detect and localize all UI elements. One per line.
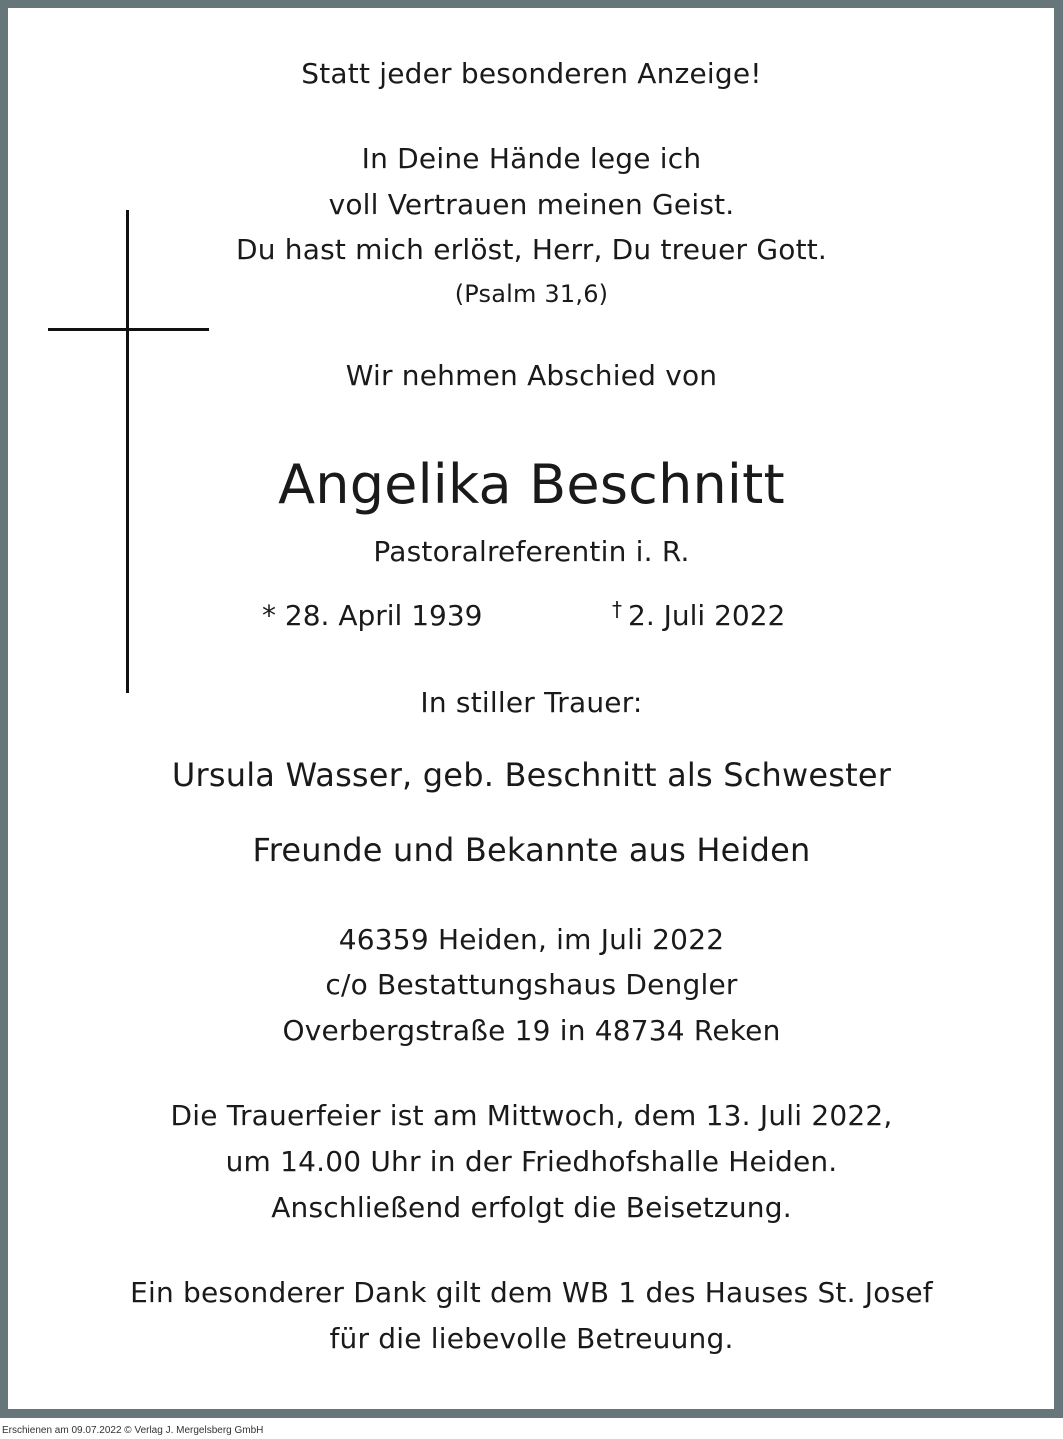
ceremony-line-2: um 14.00 Uhr in der Friedhofshalle Heiden. — [225, 1145, 838, 1178]
intro-line: Statt jeder besonderen Anzeige! — [301, 57, 762, 90]
verse-line-1: In Deine Hände lege ich — [361, 142, 702, 175]
mourner-2: Freunde und Bekannte aus Heiden — [252, 831, 811, 869]
thanks-line-2: für die liebevolle Betreuung. — [329, 1322, 734, 1355]
birth-date: * 28. April 1939 — [262, 599, 483, 632]
ceremony-line-1: Die Trauerfeier ist am Mittwoch, dem 13. Juli 2022, — [170, 1099, 893, 1132]
deceased-name: Angelika Beschnitt — [278, 453, 785, 516]
ceremony-line-3: Anschließend erfolgt die Beisetzung. — [271, 1191, 792, 1224]
cross-horizontal-bar — [48, 328, 209, 331]
verse-line-2: voll Vertrauen meinen Geist. — [328, 188, 735, 221]
address-line-2: c/o Bestattungshaus Dengler — [325, 968, 738, 1001]
thanks-line-1: Ein besonderer Dank gilt dem WB 1 des Hauses St. Josef — [130, 1276, 933, 1309]
death-date-text: 2. Juli 2022 — [628, 599, 786, 632]
address-line-1: 46359 Heiden, im Juli 2022 — [338, 923, 725, 956]
verse-line-3: Du hast mich erlöst, Herr, Du treuer Gott. — [235, 233, 828, 266]
mourning-heading: In stiller Trauer: — [420, 686, 643, 719]
farewell-line: Wir nehmen Abschied von — [345, 359, 718, 392]
address-line-3: Overbergstraße 19 in 48734 Reken — [282, 1014, 781, 1047]
publication-credit: Erschienen am 09.07.2022 © Verlag J. Mergelsberg GmbH — [2, 1425, 264, 1436]
mourner-1: Ursula Wasser, geb. Beschnitt als Schwester — [171, 756, 892, 794]
deceased-title: Pastoralreferentin i. R. — [373, 535, 690, 568]
verse-source: (Psalm 31,6) — [454, 280, 609, 308]
death-date — [612, 597, 786, 632]
dagger-icon: † — [612, 597, 622, 621]
